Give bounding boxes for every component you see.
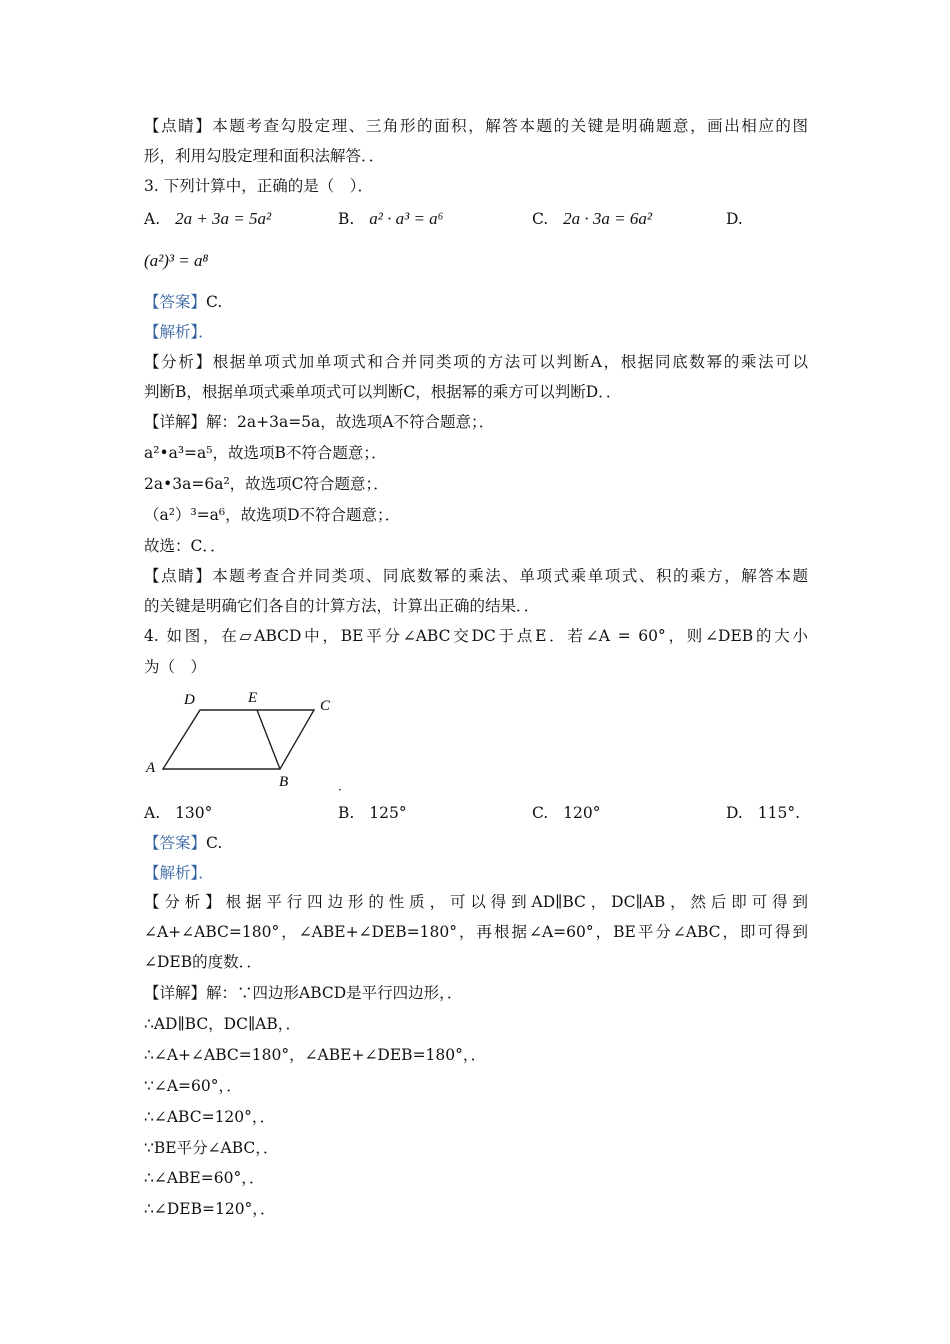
- q4-option-d-label: D.: [726, 804, 743, 822]
- q4-option-b-label: B.: [338, 804, 355, 822]
- q3-option-d-expr: (a²)³ = a⁸: [144, 251, 209, 270]
- q4-fenxi-3: ∠DEB的度数．．: [144, 953, 262, 971]
- q3-detail-1: 【详解】解：2a+3a=5a，故选项A不符合题意；．: [144, 413, 495, 431]
- q4-option-c-label: C.: [532, 804, 549, 822]
- q4-fenxi-1: 【分析】根据平行四边形的性质，可以得到AD∥BC，DC∥AB，然后即可得到: [144, 893, 808, 911]
- q3-option-b-label: B.: [338, 210, 355, 228]
- q3-fenxi-1: 【分析】根据单项式加单项式和合并同类项的方法可以判断A，根据同底数幂的乘法可以: [144, 353, 808, 371]
- q4-detail-1: 【详解】解：∵四边形ABCD是平行四边形，．: [144, 984, 463, 1002]
- q4-detail-3: ∴∠A+∠ABC=180°，∠ABE+∠DEB=180°，．: [144, 1046, 487, 1064]
- q4-detail-2: ∴AD∥BC，DC∥AB，．: [144, 1015, 301, 1033]
- segment-be: [257, 710, 280, 769]
- q4-answer: [144, 832, 222, 854]
- dianjing-line-1: 【点睛】本题考查勾股定理、三角形的面积，解答本题的关键是明确题意，画出相应的图: [144, 117, 808, 135]
- q4-detail-7: ∴∠ABE=60°，．: [144, 1169, 265, 1187]
- q3-detail-5: 故选：C．．: [144, 537, 226, 555]
- q3-detail-3: 2a•3a=6a²，故选项C符合题意；．: [144, 475, 389, 493]
- q3-analysis-tag: 【解析】．: [144, 323, 214, 341]
- q3-option-c-expr: 2a · 3a = 6a²: [563, 209, 652, 228]
- q4-option-a-label: A.: [144, 804, 161, 822]
- vertex-label-e: E: [248, 690, 258, 706]
- q3-dianjing-2: 的关键是明确它们各自的计算方法，计算出正确的结果．．: [144, 597, 540, 615]
- q4-option-a-value: 130°: [175, 804, 213, 822]
- q3-option-a-label: A.: [144, 210, 161, 228]
- parallelogram-figure: [144, 686, 354, 794]
- parallelogram-abcd: [163, 710, 314, 769]
- vertex-label-a: A: [146, 760, 156, 776]
- q3-option-c: [532, 208, 652, 230]
- q3-detail-2: a²•a³=a⁵，故选项B不符合题意；．: [144, 444, 387, 462]
- q4-option-d-value: 115°.: [757, 804, 801, 822]
- q3-option-b: [338, 208, 444, 230]
- answer-tag: 【答案】: [144, 293, 207, 311]
- vertex-label-c: C: [320, 698, 331, 714]
- q3-fenxi-2: 判断B，根据单项式乘单项式可以判断C，根据幂的乘方可以判断D．．: [144, 383, 622, 401]
- q4-option-d: [726, 802, 800, 824]
- q4-option-c: [532, 802, 601, 824]
- q3-answer: [144, 291, 222, 313]
- q4-stem-1: 4. 如图，在▱ABCD中，BE平分∠ABC交DC于点E．若∠A = 60°，则∠DEB的大小: [144, 627, 808, 645]
- q4-detail-4: ∵∠A=60°，．: [144, 1077, 242, 1095]
- q4-option-c-value: 120°: [563, 804, 601, 822]
- q3-option-a-expr: 2a + 3a = 5a²: [175, 209, 272, 228]
- answer-value: C.: [206, 293, 223, 311]
- dianjing-line-2: 形，利用勾股定理和面积法解答．．: [144, 147, 385, 165]
- q3-option-d-label: D.: [726, 210, 743, 228]
- q4-stem-2: 为（ ）: [144, 658, 207, 676]
- q4-option-a: [144, 802, 212, 824]
- vertex-label-d: D: [184, 692, 195, 708]
- q3-stem: 3. 下列计算中，正确的是（ ）．: [144, 177, 373, 195]
- q4-detail-6: ∵BE平分∠ABC，．: [144, 1139, 279, 1157]
- q3-option-a: [144, 208, 271, 230]
- q3-option-b-expr: a² · a³ = a⁶: [369, 209, 444, 228]
- q3-detail-4: （a²）³=a⁶，故选项D不符合题意；．: [144, 506, 401, 524]
- q4-detail-8: ∴∠DEB=120°，．: [144, 1200, 276, 1218]
- answer-value: C.: [206, 834, 223, 852]
- q4-detail-5: ∴∠ABC=120°，．: [144, 1108, 276, 1126]
- answer-tag: 【答案】: [144, 834, 207, 852]
- q4-analysis-tag: 【解析】．: [144, 864, 214, 882]
- figure-mark: ．: [338, 779, 351, 793]
- vertex-label-b: B: [279, 774, 289, 790]
- q4-option-b: [338, 802, 407, 824]
- q3-option-c-label: C.: [532, 210, 549, 228]
- q4-option-b-value: 125°: [369, 804, 407, 822]
- q4-fenxi-2: ∠A+∠ABC=180°，∠ABE+∠DEB=180°，再根据∠A=60°，BE平分∠ABC，即可得到: [144, 923, 808, 941]
- q3-dianjing-1: 【点睛】本题考查合并同类项、同底数幂的乘法、单项式乘单项式、积的乘方，解答本题: [144, 567, 808, 585]
